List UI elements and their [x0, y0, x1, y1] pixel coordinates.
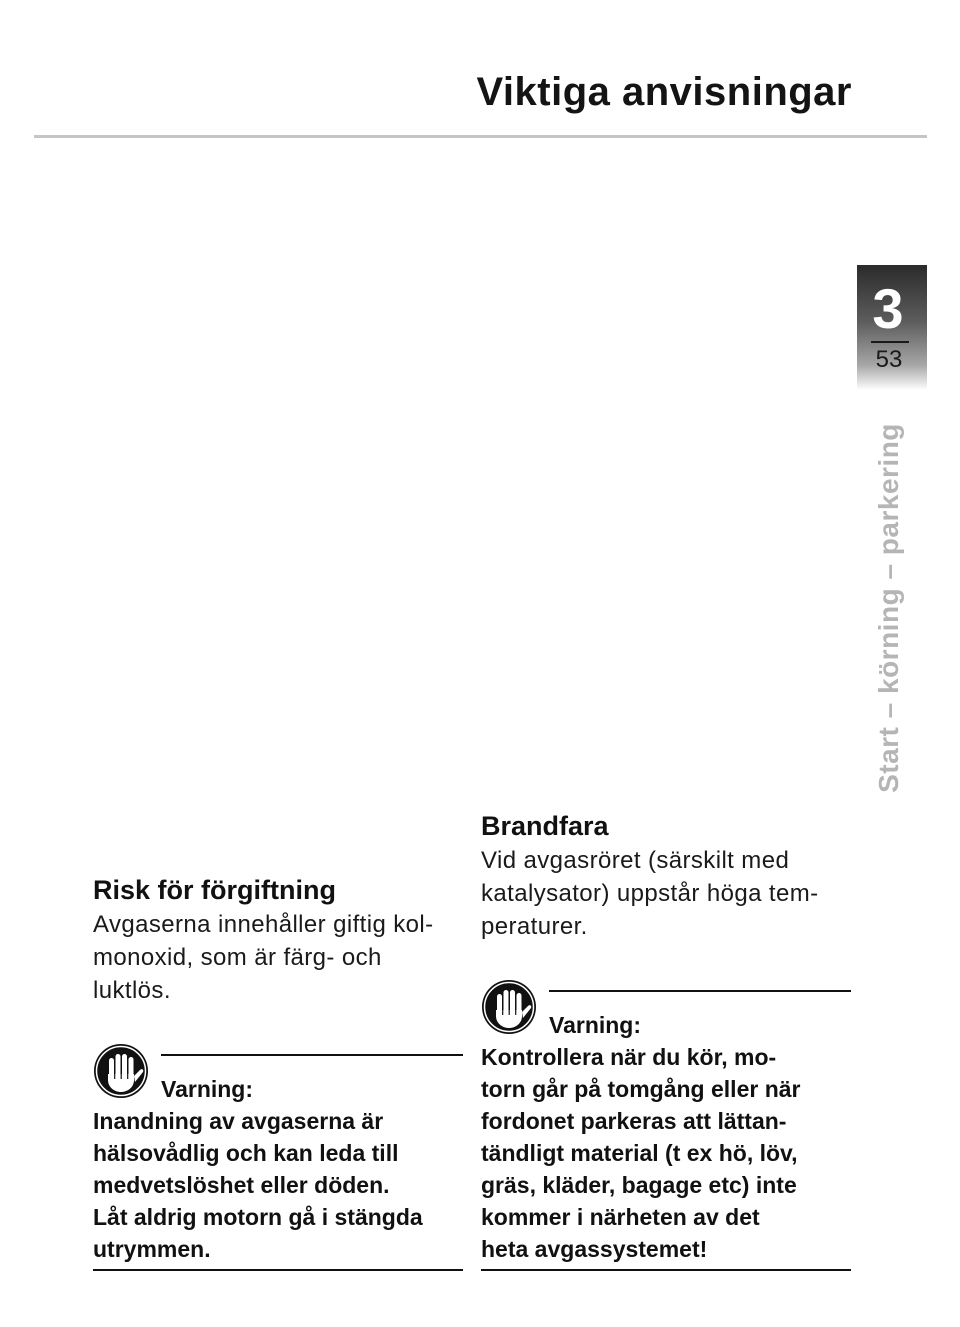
warning-line: hälsovådlig och kan leda till [93, 1140, 399, 1166]
body-line: peraturer. [481, 913, 588, 940]
section-body [93, 908, 463, 1007]
warning-label: Varning: [161, 1076, 254, 1102]
stop-hand-icon [93, 1043, 149, 1099]
chapter-side-label: Start – körning – parkering [873, 423, 904, 793]
section-fire-hazard [481, 808, 851, 1271]
stop-hand-icon [481, 979, 537, 1035]
header-rule [34, 135, 927, 138]
warning-line: heta avgassystemet! [481, 1236, 708, 1262]
warning-line: utrymmen. [93, 1236, 211, 1262]
chapter-tab [857, 265, 927, 390]
body-line: katalysator) uppstår höga tem- [481, 880, 819, 907]
warning-line: kommer i närheten av det [481, 1204, 760, 1230]
warning-divider [161, 1054, 463, 1056]
body-line: Vid avgasröret (särskilt med [481, 847, 790, 874]
section-body [481, 844, 851, 943]
section-heading: Brandfara [481, 811, 609, 841]
warning-line: medvetslöshet eller döden. [93, 1172, 390, 1198]
warning-divider [549, 990, 851, 992]
warning-line: tändligt material (t ex hö, löv, [481, 1140, 798, 1166]
warning-block [93, 1043, 463, 1271]
warning-line: Låt aldrig motorn gå i stängda [93, 1204, 423, 1230]
page-title: Viktiga anvisningar [476, 70, 852, 114]
warning-line: Inandning av avgaserna är [93, 1108, 384, 1134]
section-heading: Risk för förgiftning [93, 875, 336, 905]
warning-block [481, 979, 851, 1271]
section-poisoning [93, 872, 463, 1271]
body-line: monoxid, som är färg- och [93, 944, 382, 971]
body-line: luktlös. [93, 977, 171, 1004]
warning-line: torn går på tomgång eller när [481, 1076, 801, 1102]
warning-label: Varning: [549, 1012, 642, 1038]
page-number: 53 [875, 346, 903, 373]
chapter-divider [871, 341, 909, 343]
warning-line: fordonet parkeras att lättan- [481, 1108, 787, 1134]
body-line: Avgaserna innehåller giftig kol- [93, 911, 434, 938]
warning-line: Kontrollera när du kör, mo- [481, 1044, 777, 1070]
warning-line: gräs, kläder, bagage etc) inte [481, 1172, 797, 1198]
warning-text [93, 1105, 463, 1271]
chapter-number: 3 [872, 277, 904, 340]
warning-text [481, 1041, 851, 1271]
